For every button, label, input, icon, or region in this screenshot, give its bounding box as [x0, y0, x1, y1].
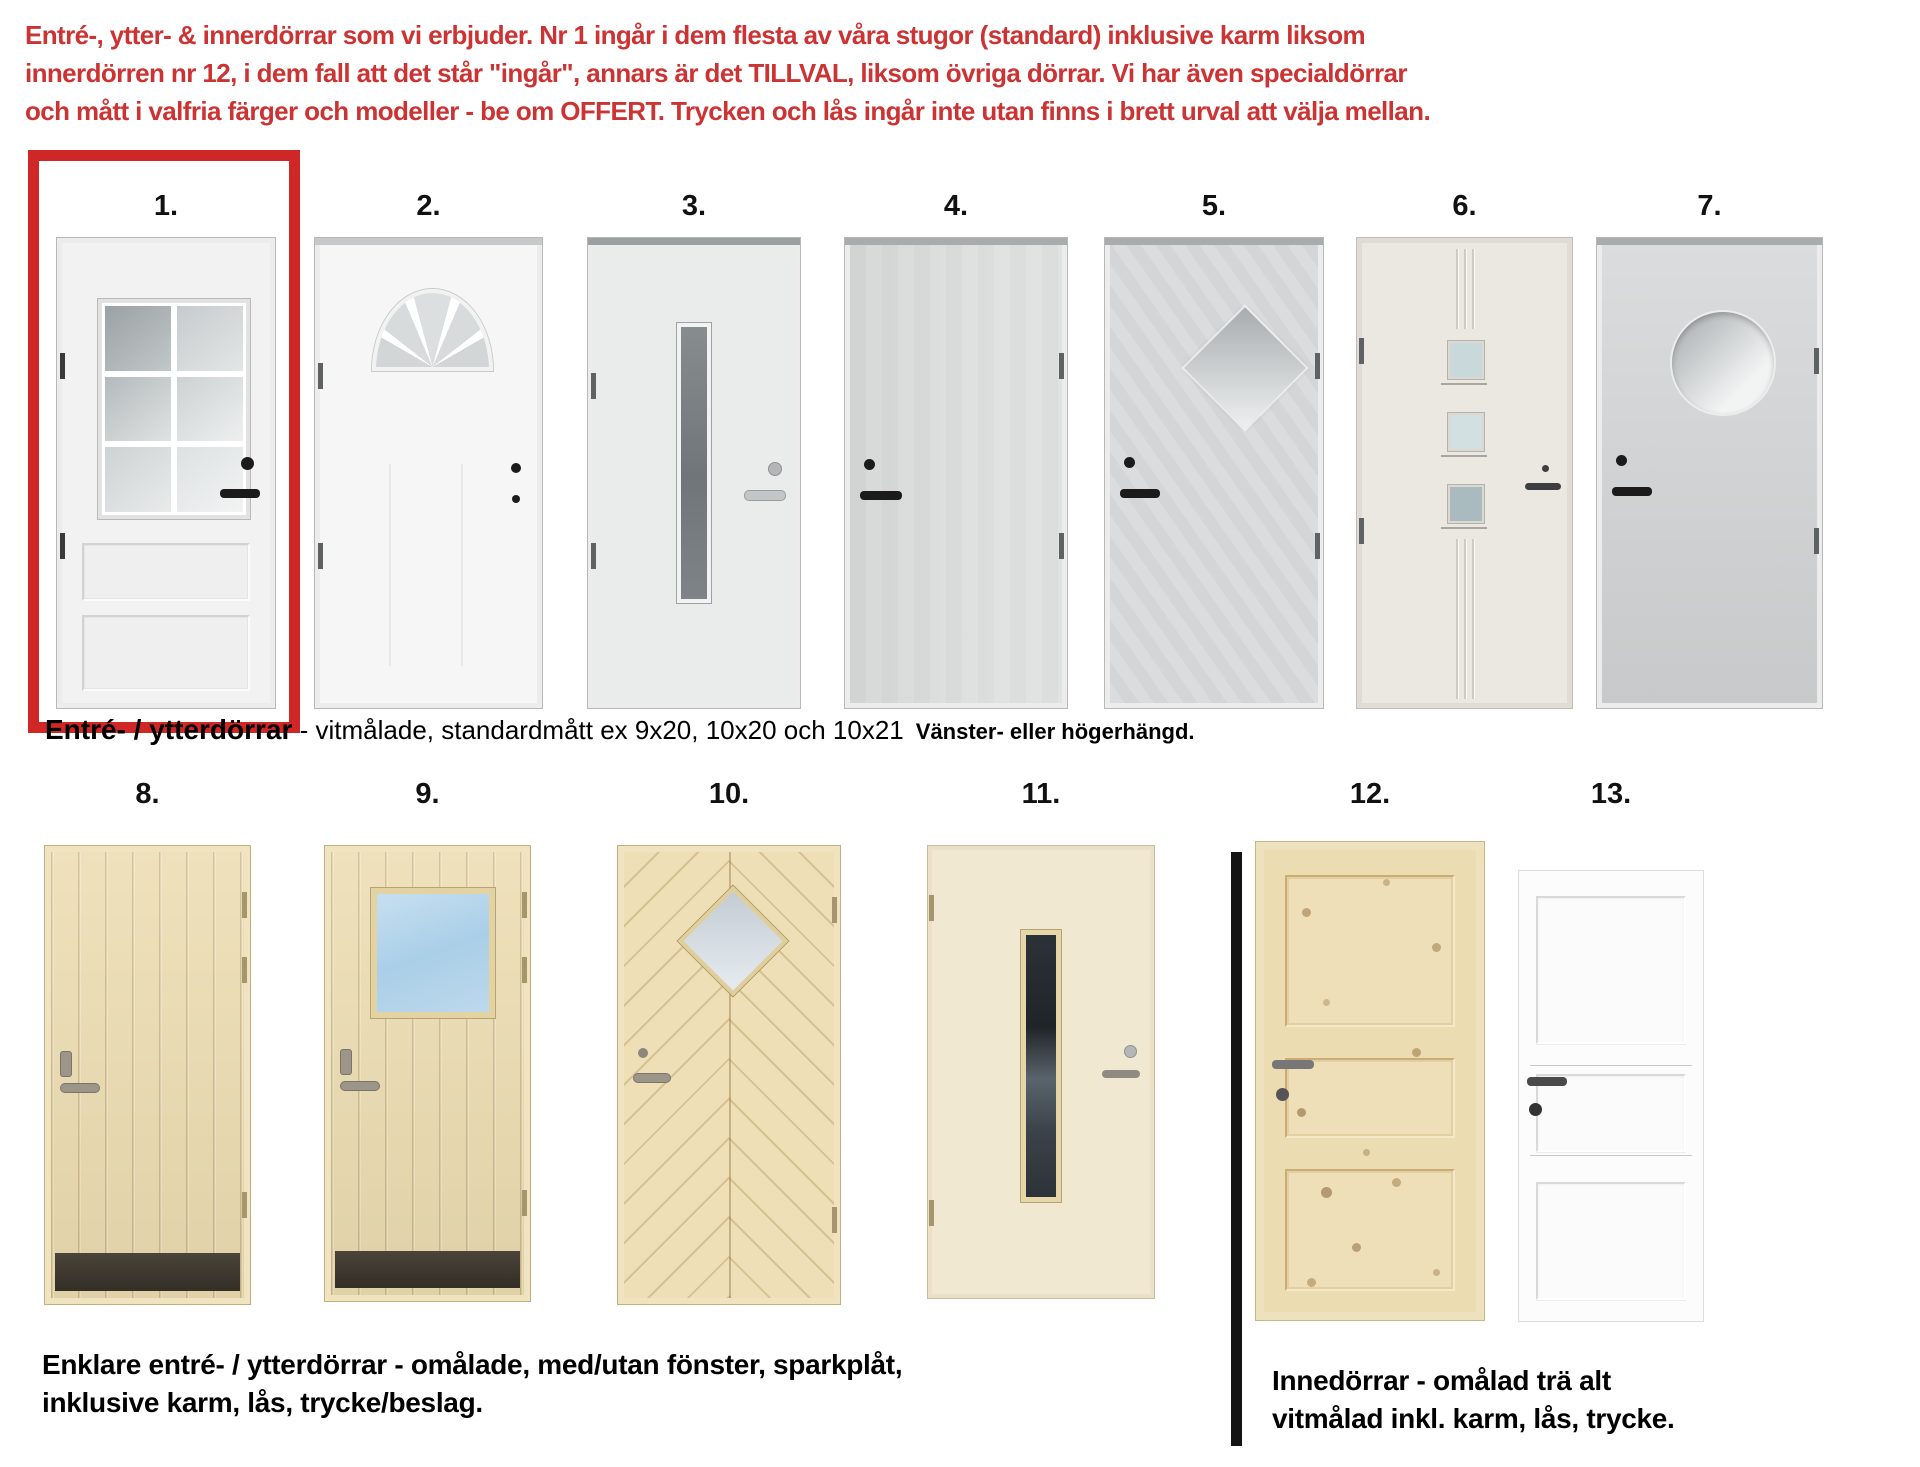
porthole-window — [1672, 312, 1774, 414]
door-8-pine-plank — [45, 846, 250, 1304]
window-sill — [1441, 455, 1487, 457]
door-lock — [1276, 1088, 1289, 1101]
door-hinge — [929, 895, 934, 921]
door-knob — [864, 459, 875, 470]
door-handle — [220, 489, 260, 498]
door-hinge — [1359, 518, 1364, 544]
header-text — [25, 16, 1430, 130]
door-knob — [511, 463, 521, 473]
row1-caption-hanging: Vänster- eller högerhängd. — [915, 719, 1195, 744]
door-unit-11 — [928, 778, 1154, 1298]
door-hinge — [1315, 533, 1320, 559]
panel-groove — [1456, 249, 1458, 329]
door-number: 7. — [1697, 190, 1722, 222]
panel-rail-line — [1530, 1155, 1692, 1156]
door-lintel — [1105, 238, 1323, 245]
door-11-birch-glass-strip — [928, 846, 1154, 1298]
door-number: 10. — [708, 778, 750, 810]
door-hinge — [929, 1200, 934, 1226]
door-handle — [341, 1082, 379, 1090]
door-knob — [1542, 465, 1549, 472]
six-pane-window — [98, 299, 250, 519]
door-panel — [82, 615, 250, 691]
door-3-glass-strip — [588, 238, 800, 708]
window-sill — [1441, 527, 1487, 529]
door-handle — [1102, 1070, 1140, 1078]
door-knob — [638, 1048, 648, 1058]
door-number: 8. — [135, 778, 160, 810]
row2-caption-right-line1: Innedörrar - omålad trä alt — [1272, 1365, 1611, 1396]
door-7-porthole — [1597, 238, 1822, 708]
door-hinge — [242, 1192, 247, 1218]
kick-plate — [55, 1253, 240, 1291]
door-2-fan-window — [315, 238, 542, 708]
header-line-1: Entré-, ytter- & innerdörrar som vi erbjuder. Nr 1 ingår i dem flesta av våra stugor (standard) inklusive karm liksom — [25, 20, 1366, 50]
door-unit-5 — [1105, 190, 1323, 708]
panel-groove — [1472, 249, 1474, 329]
panel-groove — [1464, 539, 1466, 699]
window-pane — [177, 447, 243, 512]
door-unit-3 — [588, 190, 800, 708]
door-knob — [1616, 455, 1627, 466]
row2-caption-right — [1272, 1362, 1675, 1438]
door-hinge — [1315, 353, 1320, 379]
door-unit-8 — [45, 778, 250, 1304]
door-hinge — [60, 533, 65, 559]
door-unit-10 — [618, 778, 840, 1304]
door-number: 4. — [943, 190, 969, 222]
door-panel — [82, 543, 250, 601]
door-unit-12 — [1256, 778, 1484, 1320]
door-handle — [1612, 487, 1652, 496]
door-unit-2 — [315, 190, 542, 708]
panel-groove — [461, 464, 463, 666]
square-window — [1448, 341, 1484, 379]
door-handle — [1527, 1077, 1567, 1086]
door-number: 2. — [416, 190, 441, 222]
panel-rail-line — [1530, 1065, 1692, 1066]
door-handle — [1120, 489, 1160, 498]
row2-caption-left — [42, 1346, 902, 1422]
header-line-2: innerdörren nr 12, i dem fall att det står "ingår", annars är det TILLVAL, liksom övriga dörrar. Vi har även specialdörrar — [25, 58, 1407, 88]
door-1-six-pane — [57, 238, 275, 708]
window-pane — [105, 377, 171, 442]
door-hinge — [832, 897, 837, 923]
door-handle — [634, 1074, 670, 1082]
door-hinge — [522, 1190, 527, 1216]
door-hinge — [522, 892, 527, 918]
door-hinge — [1814, 528, 1819, 554]
panel-groove — [389, 464, 391, 666]
door-handle — [1525, 483, 1561, 490]
door-hinge — [1059, 533, 1064, 559]
door-5-diamond-window — [1105, 238, 1323, 708]
door-hinge — [1359, 338, 1364, 364]
vertical-glass-strip — [1021, 930, 1061, 1202]
door-handle — [1272, 1060, 1314, 1069]
door-knob — [241, 457, 254, 470]
door-13-white-panel — [1518, 870, 1704, 1322]
row1-caption — [45, 714, 1195, 746]
door-9-pine-window — [325, 846, 530, 1301]
door-hinge — [522, 957, 527, 983]
door-number: 3. — [681, 190, 707, 222]
door-knob — [1124, 457, 1135, 468]
door-knob — [769, 463, 781, 475]
section-divider-line — [1231, 852, 1242, 1446]
row2-caption-left-line1: Enklare entré- / ytterdörrar - omålade, med/utan fönster, sparkplåt, — [42, 1349, 903, 1380]
row2-caption-right-line2: vitmålad inkl. karm, lås, trycke. — [1272, 1403, 1675, 1434]
door-hinge — [318, 543, 323, 569]
door-unit-7 — [1597, 190, 1822, 708]
door-lock — [1529, 1103, 1542, 1116]
window-pane — [105, 306, 171, 371]
window-pane — [177, 306, 243, 371]
window-pane — [105, 447, 171, 512]
door-hinge — [60, 353, 65, 379]
door-panel — [1536, 896, 1687, 1044]
door-lintel — [588, 238, 800, 245]
door-lock — [512, 495, 520, 503]
door-hinge — [242, 957, 247, 983]
lock-plate — [341, 1050, 351, 1074]
window — [371, 888, 495, 1018]
door-panel — [1285, 1169, 1455, 1291]
panel-groove — [1456, 539, 1458, 699]
door-hinge — [242, 892, 247, 918]
door-number: 11. — [1021, 778, 1061, 810]
door-unit-13 — [1518, 778, 1704, 1322]
door-number: 6. — [1452, 190, 1477, 222]
door-panel — [1285, 1058, 1455, 1138]
door-number: 9. — [415, 778, 440, 810]
square-window — [1448, 413, 1484, 451]
door-unit-4 — [845, 190, 1067, 708]
door-unit-9 — [325, 778, 530, 1301]
vertical-glass-strip — [677, 323, 711, 603]
header-line-3: och mått i valfria färger och modeller - be om OFFERT. Trycken och lås ingår inte utan finns i brett urval att välja mellan. — [25, 96, 1431, 126]
square-window — [1448, 485, 1484, 523]
door-12-knotty-pine-panel — [1256, 842, 1484, 1320]
door-lintel — [315, 238, 542, 245]
door-handle — [61, 1084, 99, 1092]
lock-plate — [61, 1052, 71, 1076]
door-knob — [1125, 1046, 1136, 1057]
door-unit-6 — [1357, 190, 1572, 708]
door-hinge — [832, 1207, 837, 1233]
door-lintel — [1597, 238, 1822, 245]
door-hinge — [318, 363, 323, 389]
door-unit-1 — [57, 190, 275, 708]
door-number: 1. — [153, 190, 179, 222]
door-number: 5. — [1201, 190, 1227, 222]
door-10-chevron-diamond — [618, 846, 840, 1304]
door-hinge — [591, 543, 596, 569]
panel-groove — [1472, 539, 1474, 699]
door-hinge — [1059, 353, 1064, 379]
diamond-window — [1184, 307, 1306, 429]
window-pane — [177, 377, 243, 442]
door-number: 12. — [1349, 778, 1391, 810]
door-handle — [745, 491, 785, 500]
kick-plate — [335, 1251, 520, 1289]
door-lintel — [845, 238, 1067, 245]
window-sill — [1441, 383, 1487, 385]
row1-caption-details: - vitmålade, standardmått ex 9x20, 10x20 och 10x21 — [292, 715, 904, 745]
door-6-three-squares — [1357, 238, 1572, 708]
door-panel — [1285, 875, 1455, 1027]
door-4-plain — [845, 238, 1067, 708]
panel-groove — [1464, 249, 1466, 329]
row2-caption-left-line2: inklusive karm, lås, trycke/beslag. — [42, 1387, 483, 1418]
fan-window — [372, 289, 493, 371]
door-hinge — [591, 373, 596, 399]
row1-caption-title: Entré- / ytterdörrar — [45, 714, 293, 745]
door-handle — [860, 491, 902, 500]
door-hinge — [1814, 348, 1819, 374]
wood-knots — [1264, 850, 1269, 855]
door-panel — [1536, 1182, 1687, 1301]
door-number: 13. — [1590, 778, 1632, 810]
